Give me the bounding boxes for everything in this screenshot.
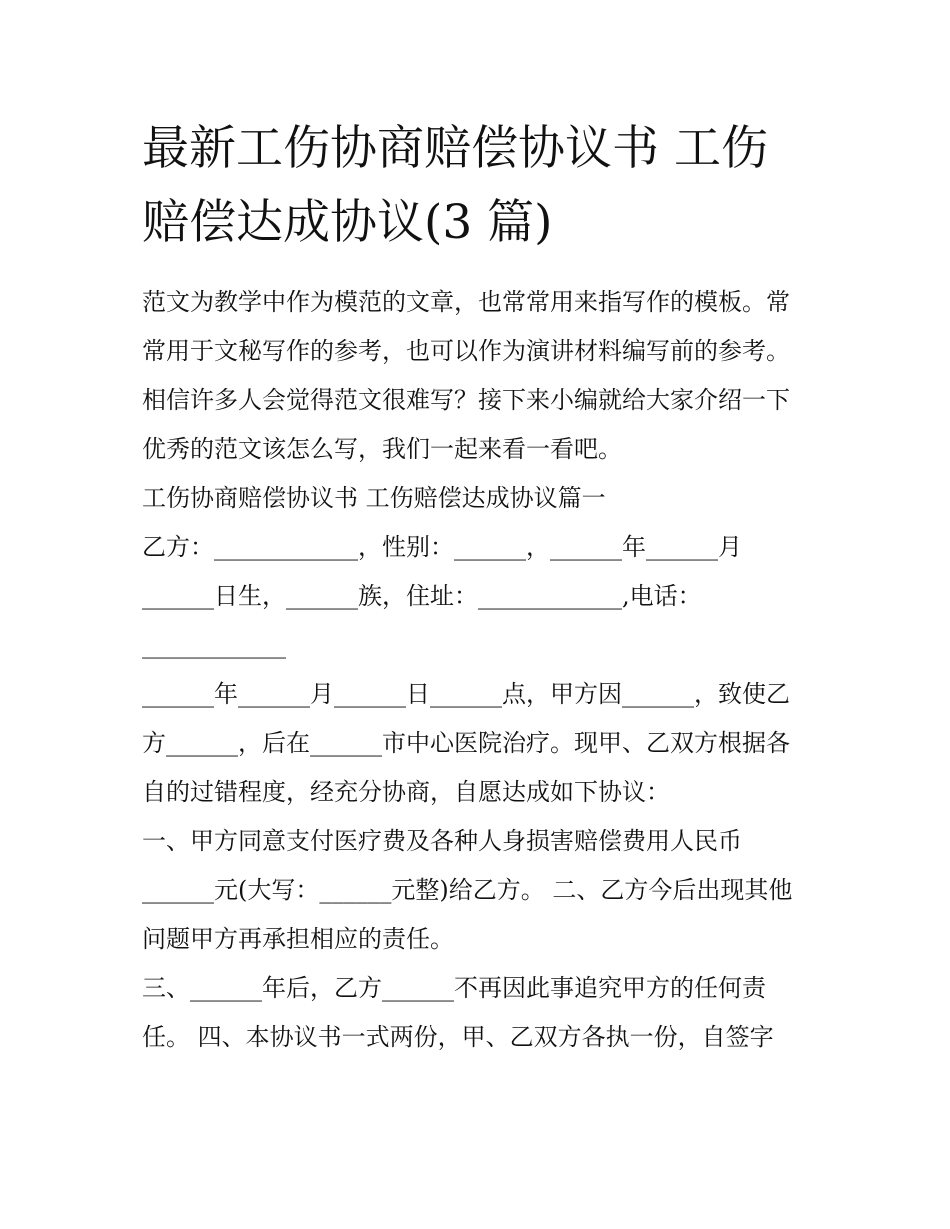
intro-line: 优秀的范文该怎么写，我们一起来看一看吧。 xyxy=(142,435,622,463)
incident-paragraph xyxy=(142,670,822,817)
clause-line: 问题甲方再承担相应的责任。 xyxy=(142,925,454,953)
title-line-2: 赔偿达成协议(3 篇) xyxy=(142,195,553,250)
incident-line: 方______，后在______市中心医院治疗。现甲、乙双方根据各 xyxy=(142,729,790,757)
party-b-line: ____________ xyxy=(142,631,286,659)
intro-line: 范文为教学中作为模范的文章，也常常用来指写作的模板。常 xyxy=(142,288,790,316)
clause-line: 三、______年后，乙方______不再因此事追究甲方的任何责 xyxy=(142,974,766,1002)
incident-line: ______年______月______日______点，甲方因______，致使乙 xyxy=(142,680,790,708)
intro-line: 相信许多人会觉得范文很难写？接下来小编就给大家介绍一下 xyxy=(142,386,790,414)
title-line-1: 最新工伤协商赔偿协议书 工伤 xyxy=(142,121,768,176)
clauses-1-2 xyxy=(142,817,822,964)
party-b-line: 乙方：____________，性别：______，______年______月 xyxy=(142,533,742,561)
section-heading: 工伤协商赔偿协议书 工伤赔偿达成协议篇一 xyxy=(142,484,606,512)
party-b-line: ______日生，______族，住址：____________,电话： xyxy=(142,582,702,610)
clause-line: ______元(大写：______元整)给乙方。 二、乙方今后出现其他 xyxy=(142,876,793,904)
clause-line: 任。 四、本协议书一式两份，甲、乙双方各执一份，自签字 xyxy=(142,1023,774,1051)
intro-line: 常用于文秘写作的参考，也可以作为演讲材料编写前的参考。 xyxy=(142,337,790,365)
clause-line: 一、甲方同意支付医疗费及各种人身损害赔偿费用人民币 xyxy=(142,827,742,855)
document-title xyxy=(142,112,822,260)
intro-paragraph xyxy=(142,278,822,474)
incident-line: 自的过错程度，经充分协商，自愿达成如下协议： xyxy=(142,778,670,806)
clauses-3-4 xyxy=(142,964,822,1062)
party-b-info xyxy=(142,523,822,670)
document-page xyxy=(142,112,822,1062)
